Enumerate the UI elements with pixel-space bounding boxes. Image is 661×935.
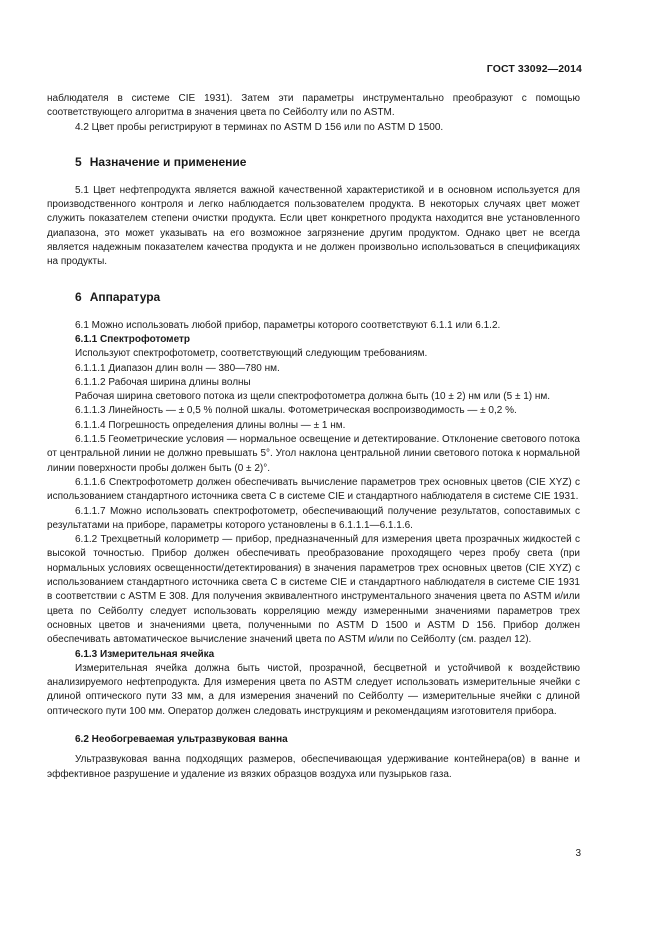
intro-paragraph: наблюдателя в системе CIE 1931). Затем эти параметры инструментально преобразуют с помощью соответствующего алгоритма в значения цвета по Сейболту или по ASTM. <box>47 93 580 119</box>
clause-6-1-1: Используют спектрофотометр, соответствующий следующим требованиям. <box>75 348 428 360</box>
clause-4-2: 4.2 Цвет пробы регистрируют в терминах по ASTM D 156 или по ASTM D 1500. <box>75 121 444 133</box>
standard-number-header: ГОСТ 33092—2014 <box>486 63 582 75</box>
page-content <box>47 92 580 782</box>
clause-6-1: 6.1 Можно использовать любой прибор, параметры которого соответствуют 6.1.1 или 6.1.2. <box>75 319 501 331</box>
heading-6-1-1: 6.1.1 Спектрофотометр <box>75 333 191 345</box>
clause-6-1-1-1: 6.1.1.1 Диапазон длин волн — 380—780 нм. <box>75 362 280 374</box>
clause-6-2: Ультразвуковая ванна подходящих размеров, обеспечивающая удерживание контейнера(ов) в ванне и эффективное разрушение и удаление из вязких образцов воздуха или пузырьков газа. <box>47 754 580 780</box>
clause-6-1-1-2-text: Рабочая ширина светового потока из щели спектрофотометра должна быть (10 ± 2) нм или (5 ± 1) нм. <box>75 391 551 403</box>
clause-6-1-1-2: 6.1.1.2 Рабочая ширина длины волны <box>75 376 251 388</box>
section-5-title: Назначение и применение <box>89 154 247 169</box>
clause-6-1-1-6: 6.1.1.6 Спектрофотометр должен обеспечивать вычисление параметров трех основных цветов (CIE XYZ) с использованием стандартного источника света C в системе CIE и стандартного наблюдателя в системе CIE 1931. <box>47 476 580 503</box>
clause-6-1-1-3: 6.1.1.3 Линейность — ± 0,5 % полной шкалы. Фотометрическая воспроизводимость — ± 0,2 %. <box>75 405 517 417</box>
clause-6-1-1-4: 6.1.1.4 Погрешность определения длины волны — ± 1 нм. <box>75 419 346 431</box>
heading-6-2: 6.2 Необогреваемая ультразвуковая ванна <box>75 733 288 745</box>
page-number: 3 <box>575 848 581 859</box>
clause-5-1: 5.1 Цвет нефтепродукта является важной качественной характеристикой и в основном используется для производственного контроля и легко наблюдается пользователем продукта. В некоторых случаях цвет может служить показателем степени очистки продукта. Если цвет конкретного продукта находится вне установленного диапазона, это может указывать на его возможное загрязнение другим продуктом. Однако цвет не всегда является надежным показателем качества продукта и не должен произвольно использоваться в спецификациях на продукты. <box>47 184 580 268</box>
section-6-heading <box>47 290 580 305</box>
section-5-heading <box>47 155 580 170</box>
section-5-number: 5 <box>75 154 82 169</box>
clause-6-1-2: 6.1.2 Трехцветный колориметр — прибор, предназначенный для измерения цвета прозрачных жидкостей с высокой точностью. Прибор должен обеспечивать преобразование проходящего через пробу света (при нормальных условиях освещенности/детектирования) в значения параметров трех основных цветов (CIE XYZ) с использованием стандартного источника света C в системе CIE и стандартного наблюдателя в системе CIE 1931 в соответствии с ASTM E 308. Для получения эквивалентного инструментального значения цвета по ASTM и/или цвета по Сейболту следует использовать корреляцию между измеренными значениями параметров трех основных цветов и значениями цвета, полученными по ASTM D 1500 и ASTM D 156. Прибор должен обеспечивать автоматическое вычисление значений цвета по ASTM и/или по Сейболту (см. раздел 12). <box>47 534 580 646</box>
clause-6-1-3: Измерительная ячейка должна быть чистой, прозрачной, бесцветной и устойчивой к воздействию анализируемого нефтепродукта. Для измерения цвета по ASTM следует использовать измерительные ячейки с длиной оптического пути 33 мм, а для измерения значений по Сейболту — измерительные ячейки с длиной оптического пути 100 мм. Оператор должен следовать инструкциям и рекомендациям изготовителя прибора. <box>47 662 580 717</box>
heading-6-1-3: 6.1.3 Измерительная ячейка <box>75 648 215 660</box>
section-6-number: 6 <box>75 289 82 304</box>
section-6-title: Аппаратура <box>89 289 161 304</box>
clause-6-1-1-7: 6.1.1.7 Можно использовать спектрофотометр, обеспечивающий получение результатов, сопоставимых с результатами на приборе, параметры которого установлены в 6.1.1.1—6.1.1.6. <box>47 505 580 531</box>
clause-6-1-1-5: 6.1.1.5 Геометрические условия — нормальное освещение и детектирование. Отклонение светового потока от центральной линии не должно превышать 5°. Угол наклона центральной линии светового потока к нормальной линии поверхности пробы должен быть (0 ± 2)°. <box>47 434 580 474</box>
